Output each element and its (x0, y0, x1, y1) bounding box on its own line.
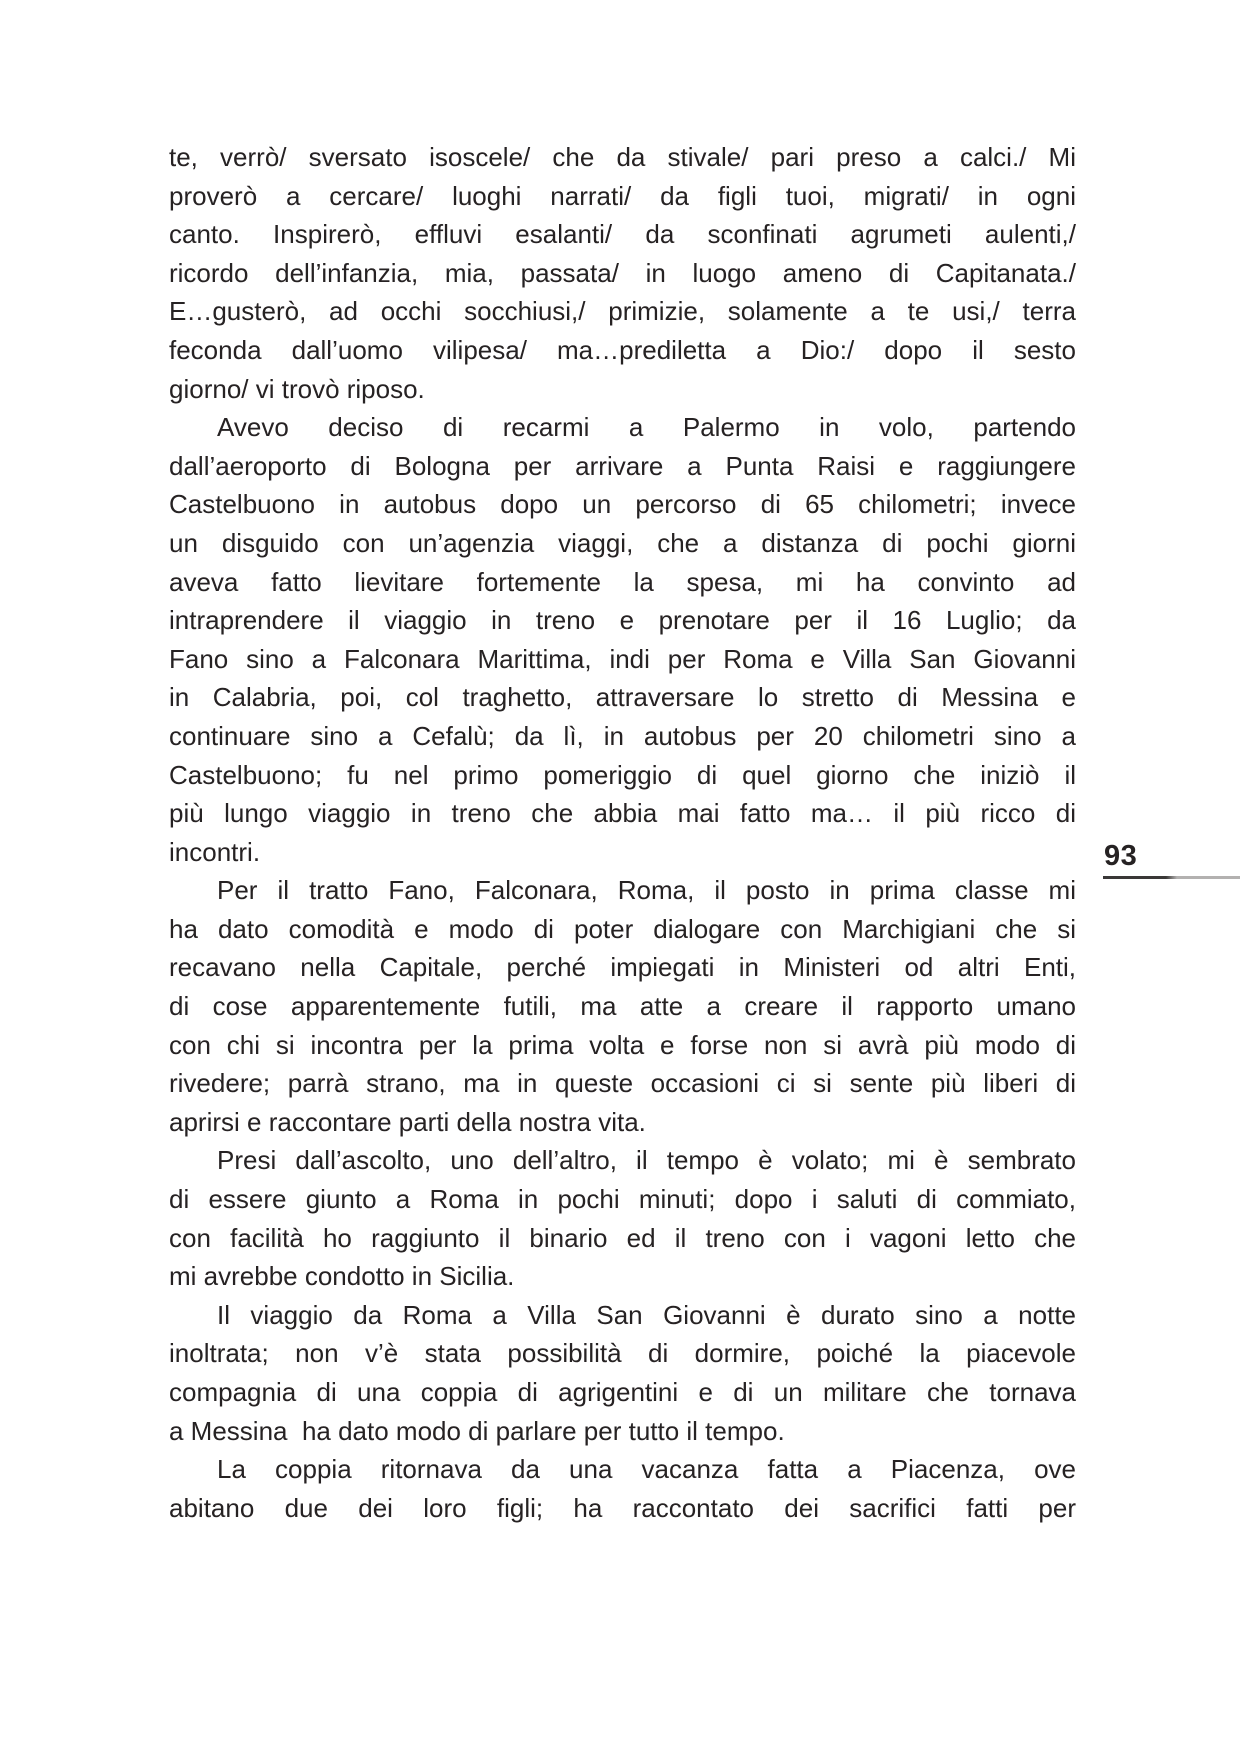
page-number: 93 (1104, 840, 1138, 872)
text-line: Fano sino a Falconara Marittima, indi per Roma e Villa San Giovanni (169, 643, 1076, 674)
text-line: ricordo dell’infanzia, mia, passata/ in luogo ameno di Capitanata./ (169, 257, 1076, 288)
text-line: con facilità ho raggiunto il binario ed il treno con i vagoni letto che (169, 1222, 1076, 1253)
text-line: canto. Inspirerò, effluvi esalanti/ da sconfinati agrumeti aulenti,/ (169, 219, 1076, 250)
text-line: dall’aeroporto di Bologna per arrivare a Punta Raisi e raggiungere (169, 450, 1076, 481)
text-line: rivedere; parrà strano, ma in queste occasioni ci si sente più liberi di (169, 1068, 1076, 1099)
paragraph (169, 1141, 1076, 1295)
text-line: più lungo viaggio in treno che abbia mai fatto ma… il più ricco di (169, 798, 1076, 829)
text-line: compagnia di una coppia di agrigentini e di un militare che tornava (169, 1377, 1076, 1407)
paragraph (169, 1296, 1076, 1450)
text-line: Presi dall’ascolto, uno dell’altro, il tempo è volato; mi è sembrato (217, 1145, 1076, 1176)
text-line: aprirsi e raccontare parti della nostra vita. (169, 1106, 646, 1137)
paragraph (169, 1450, 1076, 1527)
paragraph (169, 871, 1076, 1141)
text-line: E…gusterò, ad occhi socchiusi,/ primizie, solamente a te usi,/ terra (169, 296, 1076, 327)
text-line: La coppia ritornava da una vacanza fatta a Piacenza, ove (217, 1454, 1076, 1485)
text-line: ha dato comodità e modo di poter dialogare con Marchigiani che si (169, 913, 1076, 944)
paragraph (169, 408, 1076, 871)
text-line: abitano due dei loro figli; ha raccontato dei sacrifici fatti per (169, 1492, 1076, 1523)
text-line: te, verrò/ sversato isoscele/ che da stivale/ pari preso a calci./ Mi (169, 142, 1076, 172)
text-line: continuare sino a Cefalù; da lì, in autobus per 20 chilometri sino a (169, 720, 1076, 751)
text-line: in Calabria, poi, col traghetto, attraversare lo stretto di Messina e (169, 682, 1076, 713)
text-line: feconda dall’uomo vilipesa/ ma…prediletta a Dio:/ dopo il sesto (169, 334, 1076, 365)
body-text (169, 138, 1076, 1527)
text-line: a Messina ha dato modo di parlare per tutto il tempo. (169, 1415, 785, 1446)
text-line: di cose apparentemente futili, ma atte a creare il rapporto umano (169, 991, 1076, 1022)
page-number-rule (1103, 876, 1240, 879)
text-line: giorno/ vi trovò riposo. (169, 373, 425, 404)
text-line: inoltrata; non v’è stata possibilità di dormire, poiché la piacevole (169, 1338, 1076, 1369)
text-line: recavano nella Capitale, perché impiegati in Ministeri od altri Enti, (169, 952, 1076, 983)
text-line: con chi si incontra per la prima volta e forse non si avrà più modo di (169, 1029, 1076, 1060)
text-line: Per il tratto Fano, Falconara, Roma, il posto in prima classe mi (217, 875, 1076, 906)
text-line: Castelbuono in autobus dopo un percorso di 65 chilometri; invece (169, 489, 1076, 520)
paragraph (169, 138, 1076, 408)
text-line: aveva fatto lievitare fortemente la spesa, mi ha convinto ad (169, 566, 1076, 597)
text-line: un disguido con un’agenzia viaggi, che a distanza di pochi giorni (169, 527, 1076, 558)
text-line: Castelbuono; fu nel primo pomeriggio di quel giorno che iniziò il (169, 759, 1076, 790)
text-line: mi avrebbe condotto in Sicilia. (169, 1261, 515, 1292)
text-line: di essere giunto a Roma in pochi minuti; dopo i saluti di commiato, (169, 1184, 1076, 1215)
text-line: Avevo deciso di recarmi a Palermo in volo, partendo (217, 412, 1076, 443)
text-line: proverò a cercare/ luoghi narrati/ da figli tuoi, migrati/ in ogni (169, 180, 1076, 211)
text-line: Il viaggio da Roma a Villa San Giovanni è durato sino a notte (217, 1299, 1076, 1330)
text-line: intraprendere il viaggio in treno e prenotare per il 16 Luglio; da (169, 605, 1076, 636)
text-line: incontri. (169, 836, 261, 867)
